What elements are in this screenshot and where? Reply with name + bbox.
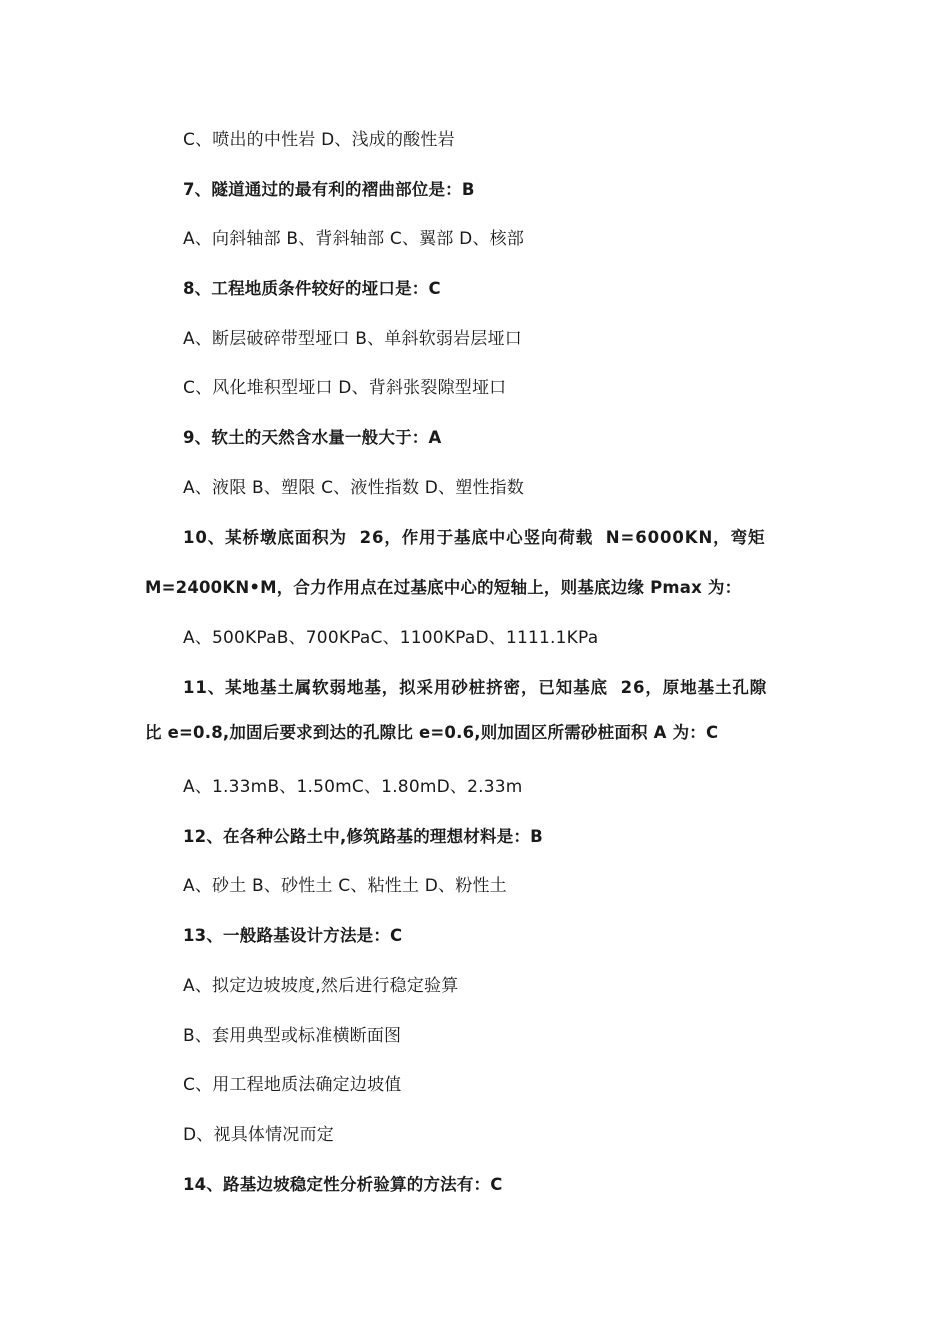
question-line-continued: 比 e=0.8,加固后要求到达的孔隙比 e=0.6,则加固区所需砂桩面积 A 为：C <box>145 723 719 742</box>
question-line: 13、一般路基设计方法是：C <box>183 926 403 945</box>
option-line: A、断层破碎带型垭口 B、单斜软弱岩层垭口 <box>183 329 522 349</box>
question-line: 7、隧道通过的最有利的褶曲部位是：B <box>183 180 475 199</box>
option-line: C、喷出的中性岩 D、浅成的酸性岩 <box>183 130 455 150</box>
question-line: 10、某桥墩底面积为 26，作用于基底中心竖向荷载 N=6000KN，弯矩 <box>183 528 766 547</box>
option-line: C、风化堆积型垭口 D、背斜张裂隙型垭口 <box>183 378 507 398</box>
option-line: A、拟定边坡坡度,然后进行稳定验算 <box>183 976 459 996</box>
option-line: D、视具体情况而定 <box>183 1125 334 1145</box>
option-line: A、向斜轴部 B、背斜轴部 C、翼部 D、核部 <box>183 229 525 249</box>
question-line-continued: M=2400KN•M，合力作用点在过基底中心的短轴上，则基底边缘 Pmax 为： <box>145 578 742 597</box>
option-line: A、砂土 B、砂性土 C、粘性土 D、粉性土 <box>183 876 507 896</box>
question-line: 11、某地基土属软弱地基，拟采用砂桩挤密，已知基底 26，原地基土孔隙 <box>183 678 768 697</box>
option-line: B、套用典型或标准横断面图 <box>183 1026 402 1046</box>
question-line: 14、路基边坡稳定性分析验算的方法有：C <box>183 1175 503 1194</box>
option-line: A、液限 B、塑限 C、液性指数 D、塑性指数 <box>183 478 525 498</box>
question-line: 12、在各种公路土中,修筑路基的理想材料是：B <box>183 827 543 846</box>
option-line: C、用工程地质法确定边坡值 <box>183 1075 402 1095</box>
option-line: A、1.33mB、1.50mC、1.80mD、2.33m <box>183 777 523 797</box>
option-line: A、500KPaB、700KPaC、1100KPaD、1111.1KPa <box>183 628 599 648</box>
question-line: 8、工程地质条件较好的垭口是：C <box>183 279 441 298</box>
question-line: 9、软土的天然含水量一般大于：A <box>183 428 442 447</box>
